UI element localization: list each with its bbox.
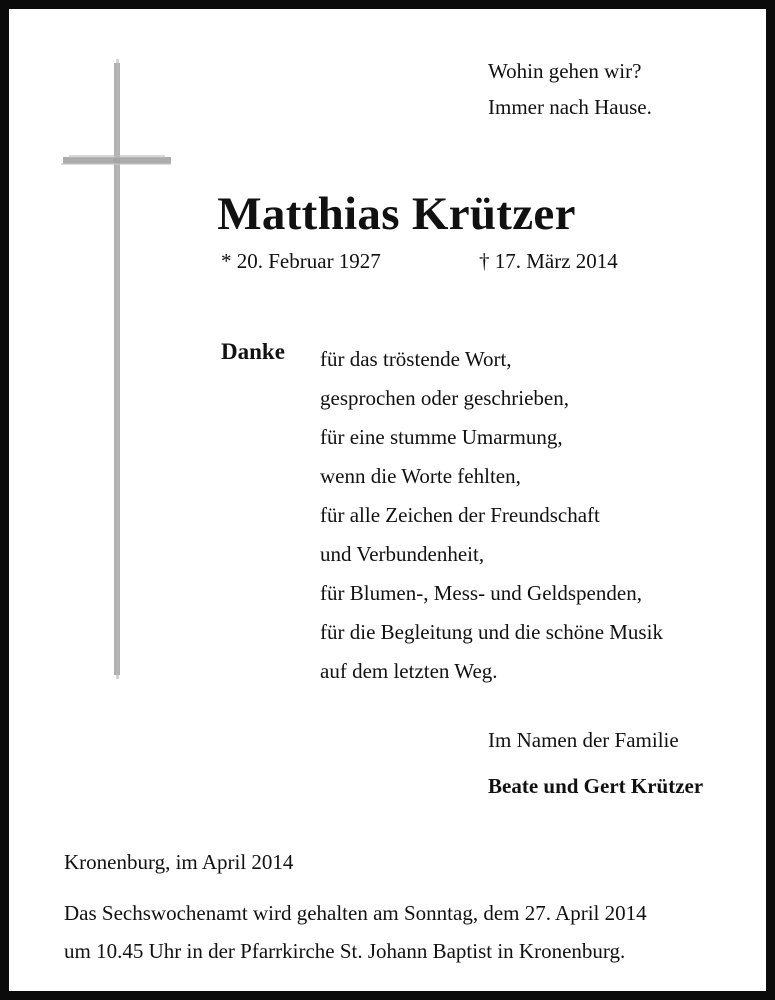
- service-line-1: Das Sechswochenamt wird gehalten am Sonntag, dem 27. April 2014: [64, 901, 647, 925]
- thanks-line: für Blumen-, Mess- und Geldspenden,: [320, 581, 642, 605]
- thanks-line: wenn die Worte fehlten,: [320, 464, 521, 488]
- motto-line-1: Wohin gehen wir?: [488, 59, 642, 83]
- deceased-name: Matthias Krützer: [217, 188, 576, 240]
- thanks-line: für alle Zeichen der Freundschaft: [320, 503, 600, 527]
- thanks-line: und Verbundenheit,: [320, 542, 485, 566]
- thanks-text: [320, 340, 663, 691]
- thanks-line: auf dem letzten Weg.: [320, 659, 498, 683]
- service-notice: [64, 894, 647, 970]
- family-intro: Im Namen der Familie: [488, 728, 679, 752]
- thanks-line: für das tröstende Wort,: [320, 347, 512, 371]
- birth-date: * 20. Februar 1927: [221, 249, 381, 273]
- thanks-line: gesprochen oder geschrieben,: [320, 386, 569, 410]
- death-date: † 17. März 2014: [479, 249, 618, 273]
- place-date: Kronenburg, im April 2014: [64, 850, 294, 874]
- thanks-line: für eine stumme Umarmung,: [320, 425, 563, 449]
- service-line-2: um 10.45 Uhr in der Pfarrkirche St. Johann Baptist in Kronenburg.: [64, 939, 626, 963]
- motto-line-2: Immer nach Hause.: [488, 95, 652, 119]
- motto: [488, 53, 652, 125]
- family-names: Beate und Gert Krützer: [488, 774, 704, 798]
- brush-cross-icon: [59, 59, 179, 679]
- thanks-line: für die Begleitung und die schöne Musik: [320, 620, 663, 644]
- thanks-heading: Danke: [221, 339, 285, 364]
